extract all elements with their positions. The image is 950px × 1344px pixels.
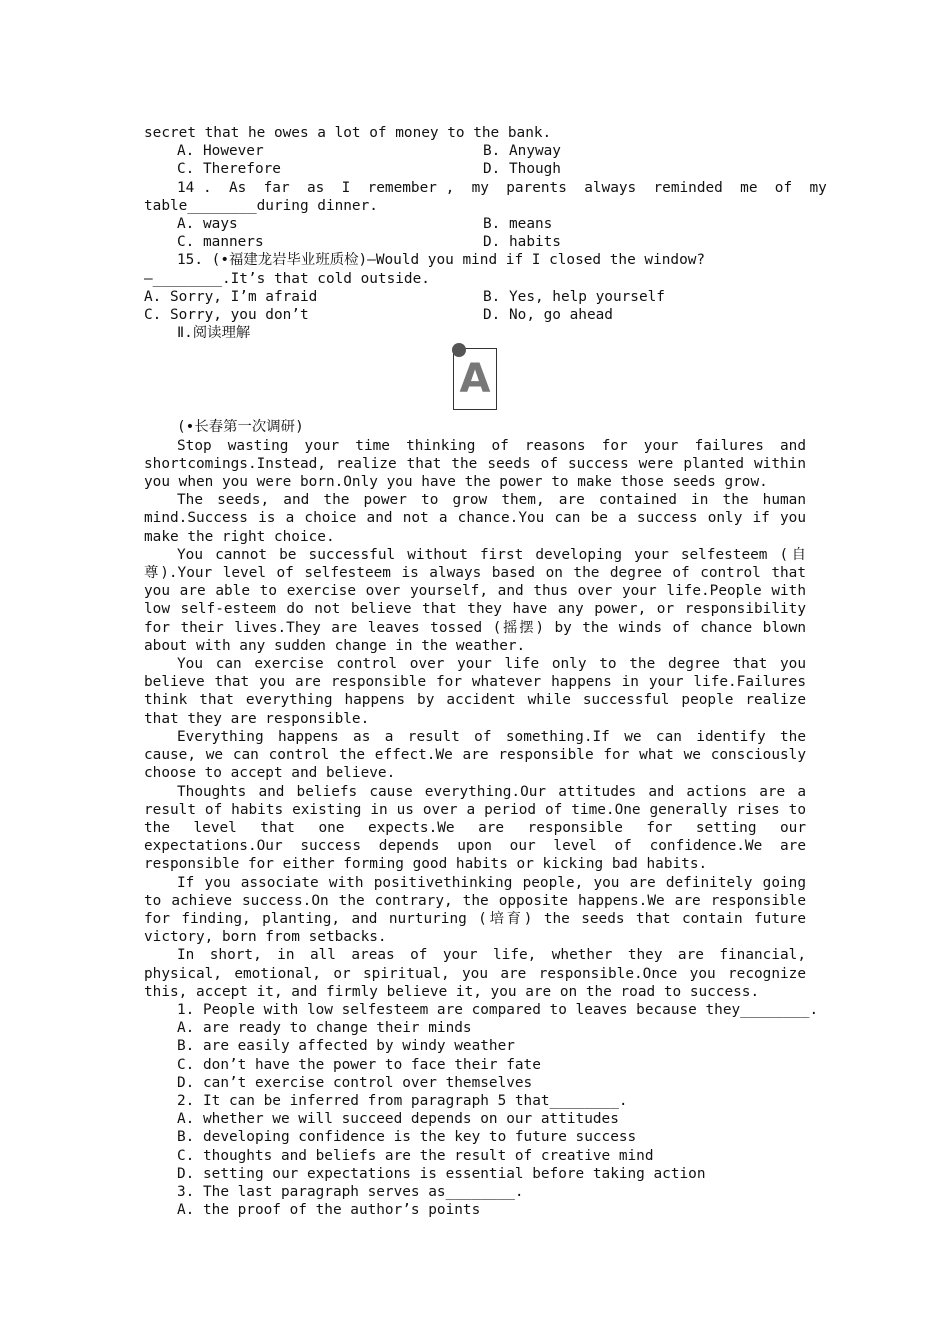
question-1-option-b: B. are easily affected by windy weather	[177, 1038, 515, 1055]
question-2-option-a: A. whether we will succeed depends on our attitudes	[177, 1111, 619, 1128]
passage-paragraph-2: The seeds, and the power to grow them, are contained in the human mind.Success is a choice and not a chance.You can be a success only if you make the right choice.	[144, 492, 806, 545]
q14-stem-line-1: 14 . As far as I remember , my parents always reminded me of my	[177, 179, 827, 196]
question-2-stem: 2. It can be inferred from paragraph 5 that________.	[177, 1092, 628, 1109]
passage-body	[144, 437, 806, 1001]
q13-option-b: B. Anyway	[483, 143, 561, 160]
q15-stem-line-1: 15. (•福建龙岩毕业班质检)—Would you mind if I closed the window?	[177, 252, 706, 269]
q13-option-d: D. Though	[483, 161, 561, 178]
passage-badge-wrap	[144, 348, 806, 410]
passage-source: (•长春第一次调研)	[177, 419, 304, 436]
question-1-option-d: D. can’t exercise control over themselves	[177, 1074, 533, 1091]
question-3	[144, 1183, 806, 1219]
passage-paragraph-4: You can exercise control over your life only to the degree that you believe that you are responsible for whatever happens in your life.Failures think that everything happens by accident while successful people realize that they are responsible.	[144, 656, 806, 727]
document-page	[144, 124, 827, 1219]
flower-icon	[452, 343, 466, 357]
q14-option-b: B. means	[483, 216, 553, 233]
q13-stem-tail: secret that he owes a lot of money to the bank.	[144, 125, 552, 141]
q15-option-a: A. Sorry, I’m afraid	[144, 288, 318, 305]
q14-option-d: D. habits	[483, 234, 561, 251]
question-2-option-c: C. thoughts and beliefs are the result of creative mind	[177, 1147, 654, 1164]
q15-stem-line-2: —________.It’s that cold outside.	[144, 270, 430, 287]
passage-paragraph-8: In short, in all areas of your life, whether they are financial, physical, emotional, or spiritual, you are responsible.Once you recognize this, accept it, and firmly believe it, you are on the road to success.	[144, 947, 806, 1000]
q13-option-c: C. Therefore	[177, 161, 281, 178]
question-1	[144, 1001, 819, 1092]
passage-paragraph-1: Stop wasting your time thinking of reasons for your failures and shortcomings.Instead, realize that the seeds of success were planted within you when you were born.Only you have the power to make those seeds grow.	[144, 437, 806, 491]
question-3-stem: 3. The last paragraph serves as________.	[177, 1183, 524, 1200]
passage-paragraph-5: Everything happens as a result of something.If we can identify the cause, we can control the effect.We are responsible for what we consciously choose to accept and believe.	[144, 728, 806, 782]
section-title: Ⅱ.阅读理解	[177, 325, 251, 342]
question-1-stem: 1. People with low selfesteem are compared to leaves because they________.	[177, 1001, 819, 1018]
q14-options-row-2	[144, 233, 806, 251]
passage-a-badge	[453, 348, 497, 410]
question-2	[144, 1092, 806, 1183]
question-1-option-a: A. are ready to change their minds	[177, 1020, 472, 1037]
q15-option-d: D. No, go ahead	[483, 307, 613, 324]
q14-option-c: C. manners	[177, 234, 264, 251]
q14-option-a: A. ways	[177, 216, 238, 233]
question-3-option-a: A. the proof of the author’s points	[177, 1202, 481, 1219]
q13-options-row-2	[144, 160, 806, 178]
passage-paragraph-6: Thoughts and beliefs cause everything.Our attitudes and actions are a result of habits existing in us over a period of time.One generally rises to the level that one expects.We are responsible for setting our expectations.Our success depends upon our level of confidence.We are responsible for either forming good habits or kicking bad habits.	[144, 783, 806, 873]
q13-options-row-1	[144, 142, 806, 160]
q15-option-c: C. Sorry, you don’t	[144, 307, 309, 324]
passage-letter: A	[459, 356, 491, 403]
passage-paragraph-3: You cannot be successful without first developing your selfesteem (自尊).Your level of selfesteem is always based on the degree of control that you are able to exercise over yourself, and thus over your life.People with low self-esteem do not believe that they have any power, or responsibility for their lives.They are leaves tossed (摇摆) by the winds of chance blown about with any sudden change in the weather.	[144, 546, 806, 654]
q13-option-a: A. However	[177, 143, 264, 160]
question-2-option-d: D. setting our expectations is essential before taking action	[177, 1165, 706, 1182]
q15-options-row-1	[144, 288, 806, 306]
passage-paragraph-7: If you associate with positivethinking people, you are definitely going to achieve success.On the contrary, the opposite happens.We are responsible for finding, planting, and nurturing (培育) the seeds that contain future victory, born from setbacks.	[144, 874, 806, 946]
q14-stem-line-2: table________during dinner.	[144, 197, 378, 214]
question-2-option-b: B. developing confidence is the key to future success	[177, 1129, 637, 1146]
q15-option-b: B. Yes, help yourself	[483, 288, 665, 305]
q14-options-row-1	[144, 215, 806, 233]
question-1-option-c: C. don’t have the power to face their fate	[177, 1056, 541, 1073]
q15-options-row-2	[144, 306, 806, 324]
